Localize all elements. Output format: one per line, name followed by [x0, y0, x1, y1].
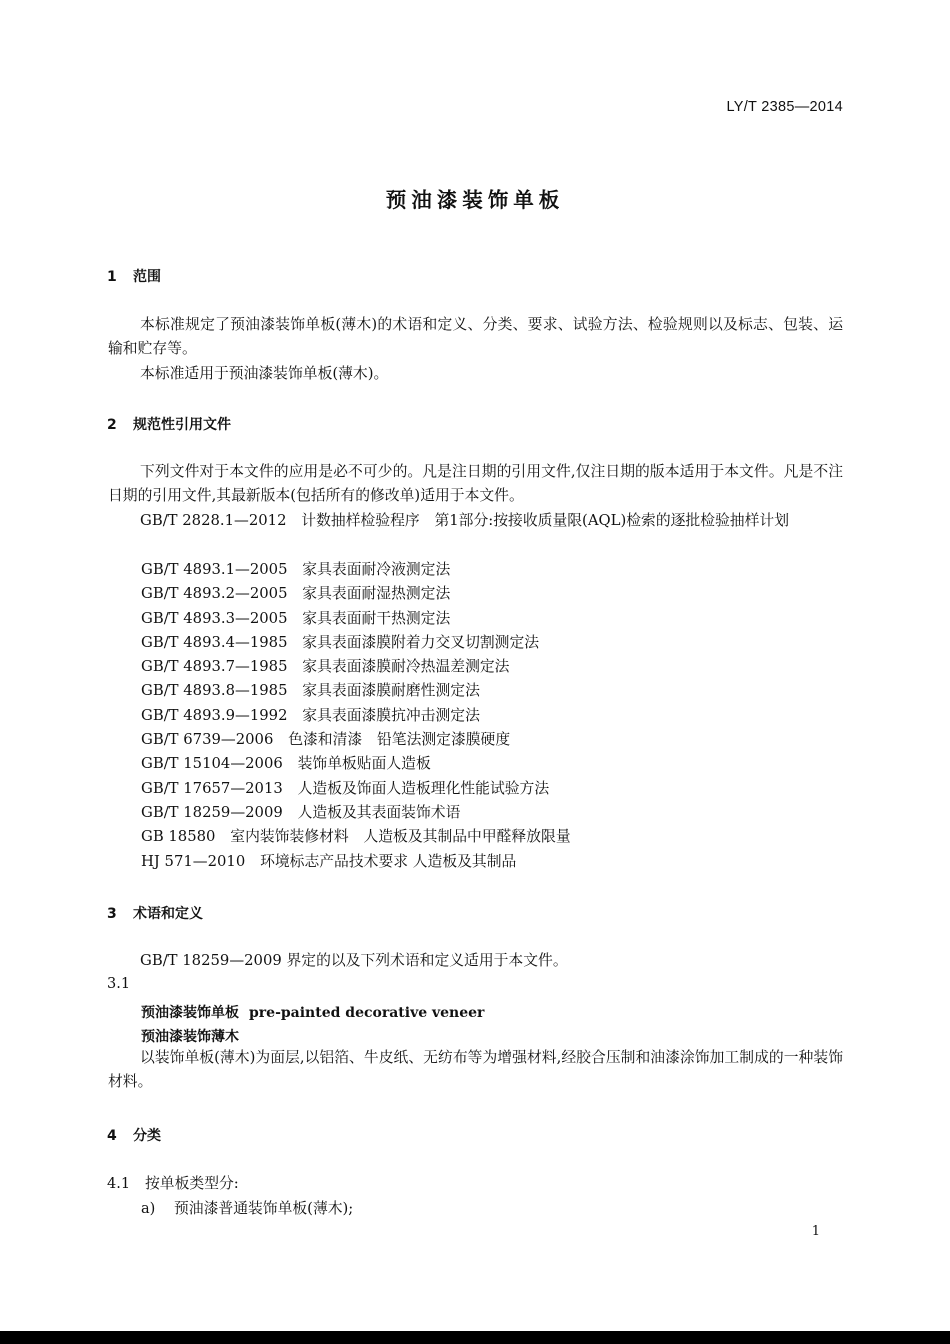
page-number: 1	[811, 1224, 820, 1239]
reference-title: 家具表面耐冷液测定法	[302, 561, 451, 578]
reference-code: GB/T 15104—2006	[141, 755, 283, 772]
standard-code: LY/T 2385—2014	[726, 99, 843, 115]
reference-code: GB/T 2828.1—2012	[140, 512, 287, 529]
reference-item	[141, 777, 549, 798]
reference-item	[141, 704, 480, 725]
term-definition: 以装饰单板(薄木)为面层,以铝箔、牛皮纸、无纺布等为增强材料,经胶合压制和油漆涂饰加工制成的一种装饰材料。	[108, 1049, 843, 1090]
list-text: 预油漆普通装饰单板(薄木);	[174, 1200, 354, 1217]
reference-title: 家具表面耐湿热测定法	[302, 585, 451, 602]
reference-title: 家具表面漆膜抗冲击测定法	[302, 707, 480, 724]
reference-item	[141, 558, 450, 579]
clause-4-1	[107, 1172, 239, 1196]
section-title: 术语和定义	[133, 906, 203, 922]
reference-code: GB/T 4893.9—1992	[141, 707, 288, 724]
reference-item	[141, 679, 480, 700]
list-label: a)	[141, 1201, 156, 1217]
reference-item	[141, 631, 539, 652]
section-3-paragraph-1: GB/T 18259—2009 界定的以及下列术语和定义适用于本文件。	[140, 952, 568, 969]
section-1-paragraph-2: 本标准适用于预油漆装饰单板(薄木)。	[140, 365, 389, 382]
section-2-heading	[107, 414, 231, 434]
section-1-paragraph-1: 本标准规定了预油漆装饰单板(薄木)的术语和定义、分类、要求、试验方法、检验规则以及标志、包装、运输和贮存等。	[108, 316, 843, 357]
section-number: 2	[107, 417, 117, 433]
bottom-border	[0, 1331, 950, 1344]
section-number: 1	[107, 269, 117, 285]
reference-item	[141, 801, 460, 822]
list-item-a	[141, 1197, 353, 1221]
reference-code: HJ 571—2010	[141, 853, 246, 870]
reference-item	[141, 825, 571, 846]
reference-code: GB/T 6739—2006	[141, 731, 274, 748]
reference-title: 环境标志产品技术要求 人造板及其制品	[260, 853, 517, 870]
clause-text: 按单板类型分:	[145, 1175, 239, 1192]
reference-title: 家具表面耐干热测定法	[302, 610, 451, 627]
reference-title: 计数抽样检验程序 第1部分:按接收质量限(AQL)检索的逐批检验抽样计划	[301, 512, 789, 529]
reference-item	[141, 728, 510, 749]
reference-title: 家具表面漆膜附着力交叉切割测定法	[302, 634, 540, 651]
reference-item	[141, 850, 516, 871]
reference-item	[108, 509, 843, 533]
section-number: 4	[107, 1128, 117, 1144]
document-title: 预油漆装饰单板	[385, 188, 565, 212]
section-3-heading	[107, 903, 203, 923]
reference-item	[141, 582, 450, 603]
reference-item	[141, 752, 431, 773]
clause-number: 4.1	[107, 1176, 131, 1192]
section-4-heading	[107, 1125, 161, 1145]
reference-code: GB/T 4893.1—2005	[141, 561, 288, 578]
term-english: pre-painted decorative veneer	[249, 1005, 485, 1021]
reference-code: GB/T 4893.3—2005	[141, 610, 288, 627]
reference-title: 装饰单板贴面人造板	[297, 755, 431, 772]
reference-title: 家具表面漆膜耐磨性测定法	[302, 682, 480, 699]
reference-code: GB 18580	[141, 828, 216, 845]
reference-item	[141, 655, 509, 676]
reference-title: 人造板及饰面人造板理化性能试验方法	[297, 780, 550, 797]
term-entry	[141, 1002, 484, 1022]
reference-item	[141, 607, 450, 628]
clause-number: 3.1	[107, 976, 131, 992]
reference-code: GB/T 17657—2013	[141, 780, 283, 797]
reference-code: GB/T 4893.8—1985	[141, 682, 288, 699]
reference-title: 人造板及其表面装饰术语	[297, 804, 461, 821]
term-chinese: 预油漆装饰单板	[141, 1005, 239, 1021]
reference-code: GB/T 4893.7—1985	[141, 658, 288, 675]
reference-code: GB/T 4893.4—1985	[141, 634, 288, 651]
reference-code: GB/T 4893.2—2005	[141, 585, 288, 602]
section-title: 范围	[133, 269, 161, 285]
term-synonym: 预油漆装饰薄木	[141, 1029, 239, 1045]
reference-title: 色漆和清漆 铅笔法测定漆膜硬度	[288, 731, 511, 748]
reference-title: 家具表面漆膜耐冷热温差测定法	[302, 658, 510, 675]
section-title: 规范性引用文件	[133, 417, 231, 433]
section-number: 3	[107, 906, 117, 922]
reference-title: 室内装饰装修材料 人造板及其制品中甲醛释放限量	[230, 828, 571, 845]
section-title: 分类	[133, 1128, 161, 1144]
section-1-heading	[107, 266, 161, 286]
section-2-paragraph-1: 下列文件对于本文件的应用是必不可少的。凡是注日期的引用文件,仅注日期的版本适用于本文件。凡是不注日期的引用文件,其最新版本(包括所有的修改单)适用于本文件。	[108, 463, 843, 504]
reference-code: GB/T 18259—2009	[141, 804, 283, 821]
